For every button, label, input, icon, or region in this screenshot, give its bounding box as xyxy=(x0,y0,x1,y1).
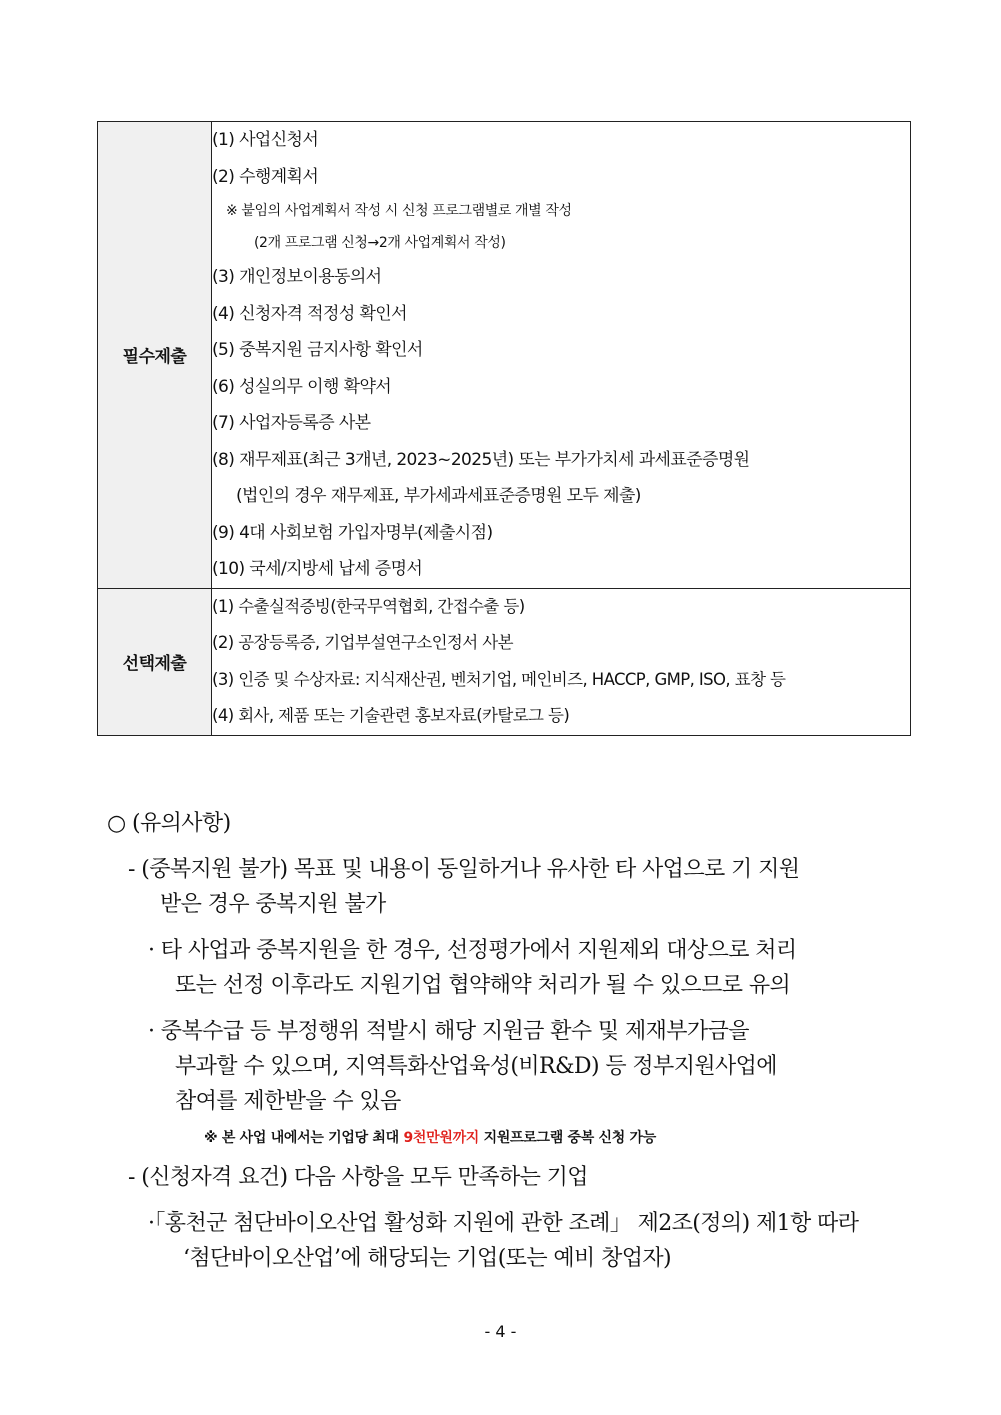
list-item: (1) 사업신청서 xyxy=(212,130,319,150)
dup-bullet-2-line-2: 부과할 수 있으며, 지역특화산업육성(비R&D) 등 정부지원사업에 xyxy=(175,1054,777,1079)
list-item: (7) 사업자등록증 사본 xyxy=(212,413,371,433)
list-item: (4) 신청자격 적정성 확인서 xyxy=(212,303,407,324)
required-row xyxy=(98,122,911,589)
required-list xyxy=(212,122,911,589)
list-item: (8) 재무제표(최근 3개년, 2023~2025년) 또는 부가가치세 과세표준증명원 xyxy=(212,449,750,470)
optional-label: 선택제출 xyxy=(98,588,212,735)
list-note: (2개 프로그램 신청→2개 사업계획서 작성) xyxy=(254,235,506,251)
list-item: (3) 개인정보이용동의서 xyxy=(212,267,382,287)
list-item: (2) 공장등록증, 기업부설연구소인정서 사본 xyxy=(212,633,513,652)
notice-heading: ○ (유의사항) xyxy=(107,811,231,836)
submission-documents-table xyxy=(97,121,911,736)
optional-row xyxy=(98,588,911,735)
dup-line-2: 받은 경우 중복지원 불가 xyxy=(160,892,386,917)
list-item: (3) 인증 및 수상자료: 지식재산권, 벤처기업, 메인비즈, HACCP, GMP, ISO, 표창 등 xyxy=(212,669,786,689)
page-number: - 4 - xyxy=(484,1322,517,1341)
list-item: (10) 국세/지방세 납세 증명서 xyxy=(212,559,423,579)
list-item: (9) 4대 사회보험 가입자명부(제출시점) xyxy=(212,522,493,543)
eligibility-bullet-line-2: ‘첨단바이오산업’에 해당되는 기업(또는 예비 창업자) xyxy=(183,1246,672,1271)
note-text-pre: ※ 본 사업 내에서는 기업당 최대 xyxy=(204,1130,404,1146)
list-note: ※ 붙임의 사업계획서 작성 시 신청 프로그램별로 개별 작성 xyxy=(226,203,572,219)
eligibility-bullet-line-1: ·「홍천군 첨단바이오산업 활성화 지원에 관한 조례」 제2조(정의) 제1항 따라 xyxy=(148,1211,859,1236)
list-item: (6) 성실의무 이행 확약서 xyxy=(212,376,392,397)
note-highlight: 9천만원까지 xyxy=(403,1130,480,1146)
dup-bullet-1-line-2: 또는 선정 이후라도 지원기업 협약해약 처리가 될 수 있으므로 유의 xyxy=(175,973,791,998)
dup-bullet-1-line-1: · 타 사업과 중복지원을 한 경우, 선정평가에서 지원제외 대상으로 처리 xyxy=(148,938,797,963)
list-item: (4) 회사, 제품 또는 기술관련 홍보자료(카탈로그 등) xyxy=(212,706,570,725)
note-text-post: 지원프로그램 중복 신청 가능 xyxy=(479,1130,656,1146)
required-label: 필수제출 xyxy=(98,122,212,589)
dup-limit-note xyxy=(204,1127,656,1147)
dup-bullet-2-line-3: 참여를 제한받을 수 있음 xyxy=(175,1089,401,1114)
list-item-sub: (법인의 경우 재무제표, 부가세과세표준증명원 모두 제출) xyxy=(236,486,641,506)
dup-bullet-2-line-1: · 중복수급 등 부정행위 적발시 해당 지원금 환수 및 제재부가금을 xyxy=(148,1019,749,1044)
list-item: (5) 중복지원 금지사항 확인서 xyxy=(212,340,423,360)
list-item: (2) 수행계획서 xyxy=(212,166,319,187)
optional-list xyxy=(212,588,911,735)
dup-line-1: - (중복지원 불가) 목표 및 내용이 동일하거나 유사한 타 사업으로 기 지원 xyxy=(128,857,800,882)
eligibility-line-1: - (신청자격 요건) 다음 사항을 모두 만족하는 기업 xyxy=(128,1165,588,1190)
list-item: (1) 수출실적증빙(한국무역협회, 간접수출 등) xyxy=(212,596,525,616)
